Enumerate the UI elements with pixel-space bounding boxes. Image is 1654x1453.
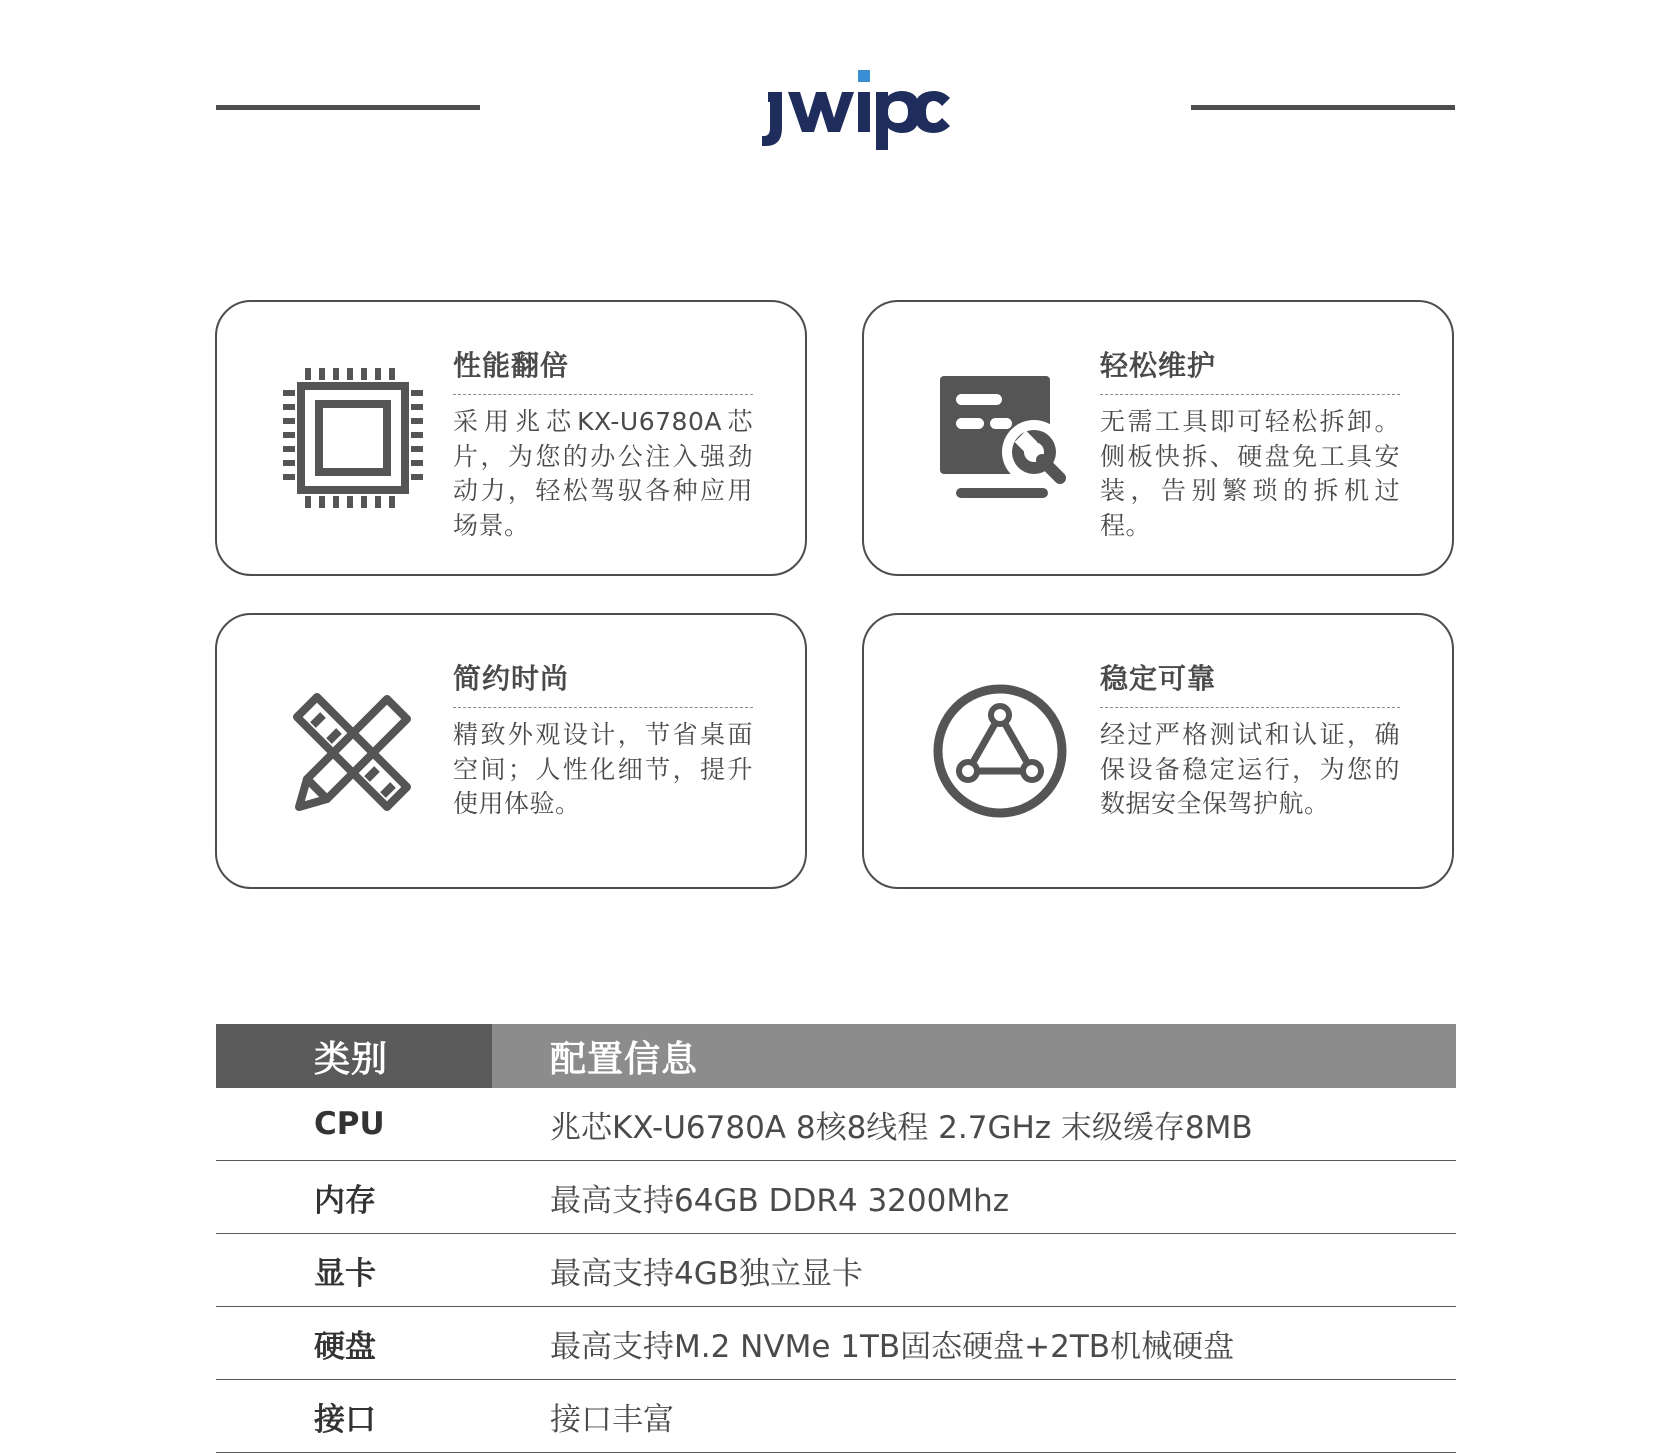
- header-rule-left: [216, 105, 480, 110]
- feature-title: 性能翻倍: [453, 348, 753, 395]
- feature-title: 稳定可靠: [1100, 661, 1400, 708]
- spec-info: 最高支持4GB独立显卡: [492, 1234, 1456, 1307]
- feature-description: 精致外观设计，节省桌面空间；人性化细节，提升使用体验。: [453, 720, 753, 818]
- spec-row-cpu: [216, 1088, 1456, 1161]
- spec-row-storage: [216, 1307, 1456, 1380]
- spec-info: 最高支持M.2 NVMe 1TB固态硬盘+2TB机械硬盘: [492, 1307, 1456, 1380]
- feature-description: 经过严格测试和认证，确保设备稳定运行，为您的数据安全保驾护航。: [1100, 720, 1400, 818]
- cpu-chip-icon: [283, 368, 423, 508]
- spec-info: 兆芯KX-U6780A 8核8线程 2.7GHz 末级缓存8MB: [492, 1088, 1456, 1161]
- feature-title: 轻松维护: [1100, 348, 1400, 395]
- spec-table-header-row: [216, 1024, 1456, 1088]
- brand-logo: [760, 66, 956, 150]
- ruler-pencil-icon: [283, 681, 423, 821]
- stable-triangle-icon: [930, 681, 1070, 821]
- header-rule-right: [1191, 105, 1455, 110]
- spec-category: CPU: [216, 1088, 492, 1161]
- feature-title: 简约时尚: [453, 661, 753, 708]
- spec-category: 内存: [216, 1161, 492, 1234]
- feature-card-stability: [862, 613, 1454, 889]
- brand-logo-icon: [760, 66, 956, 150]
- spec-row-gpu: [216, 1234, 1456, 1307]
- spec-row-ports: [216, 1380, 1456, 1453]
- spec-info: 最高支持64GB DDR4 3200Mhz: [492, 1161, 1456, 1234]
- feature-card-performance: [215, 300, 807, 576]
- spec-header-info: 配置信息: [492, 1024, 1456, 1088]
- spec-table: [216, 1024, 1456, 1453]
- spec-category: 接口: [216, 1380, 492, 1453]
- spec-category: 显卡: [216, 1234, 492, 1307]
- spec-header-category: 类别: [216, 1024, 492, 1088]
- feature-card-design: [215, 613, 807, 889]
- feature-card-maintenance: [862, 300, 1454, 576]
- feature-description: 采用兆芯KX-U6780A芯片，为您的办公注入强劲动力，轻松驾驭各种应用场景。: [453, 407, 753, 540]
- spec-row-memory: [216, 1161, 1456, 1234]
- spec-info: 接口丰富: [492, 1380, 1456, 1453]
- spec-category: 硬盘: [216, 1307, 492, 1380]
- maintenance-wrench-icon: [930, 368, 1070, 508]
- feature-description: 无需工具即可轻松拆卸。侧板快拆、硬盘免工具安装，告别繁琐的拆机过程。: [1100, 407, 1400, 540]
